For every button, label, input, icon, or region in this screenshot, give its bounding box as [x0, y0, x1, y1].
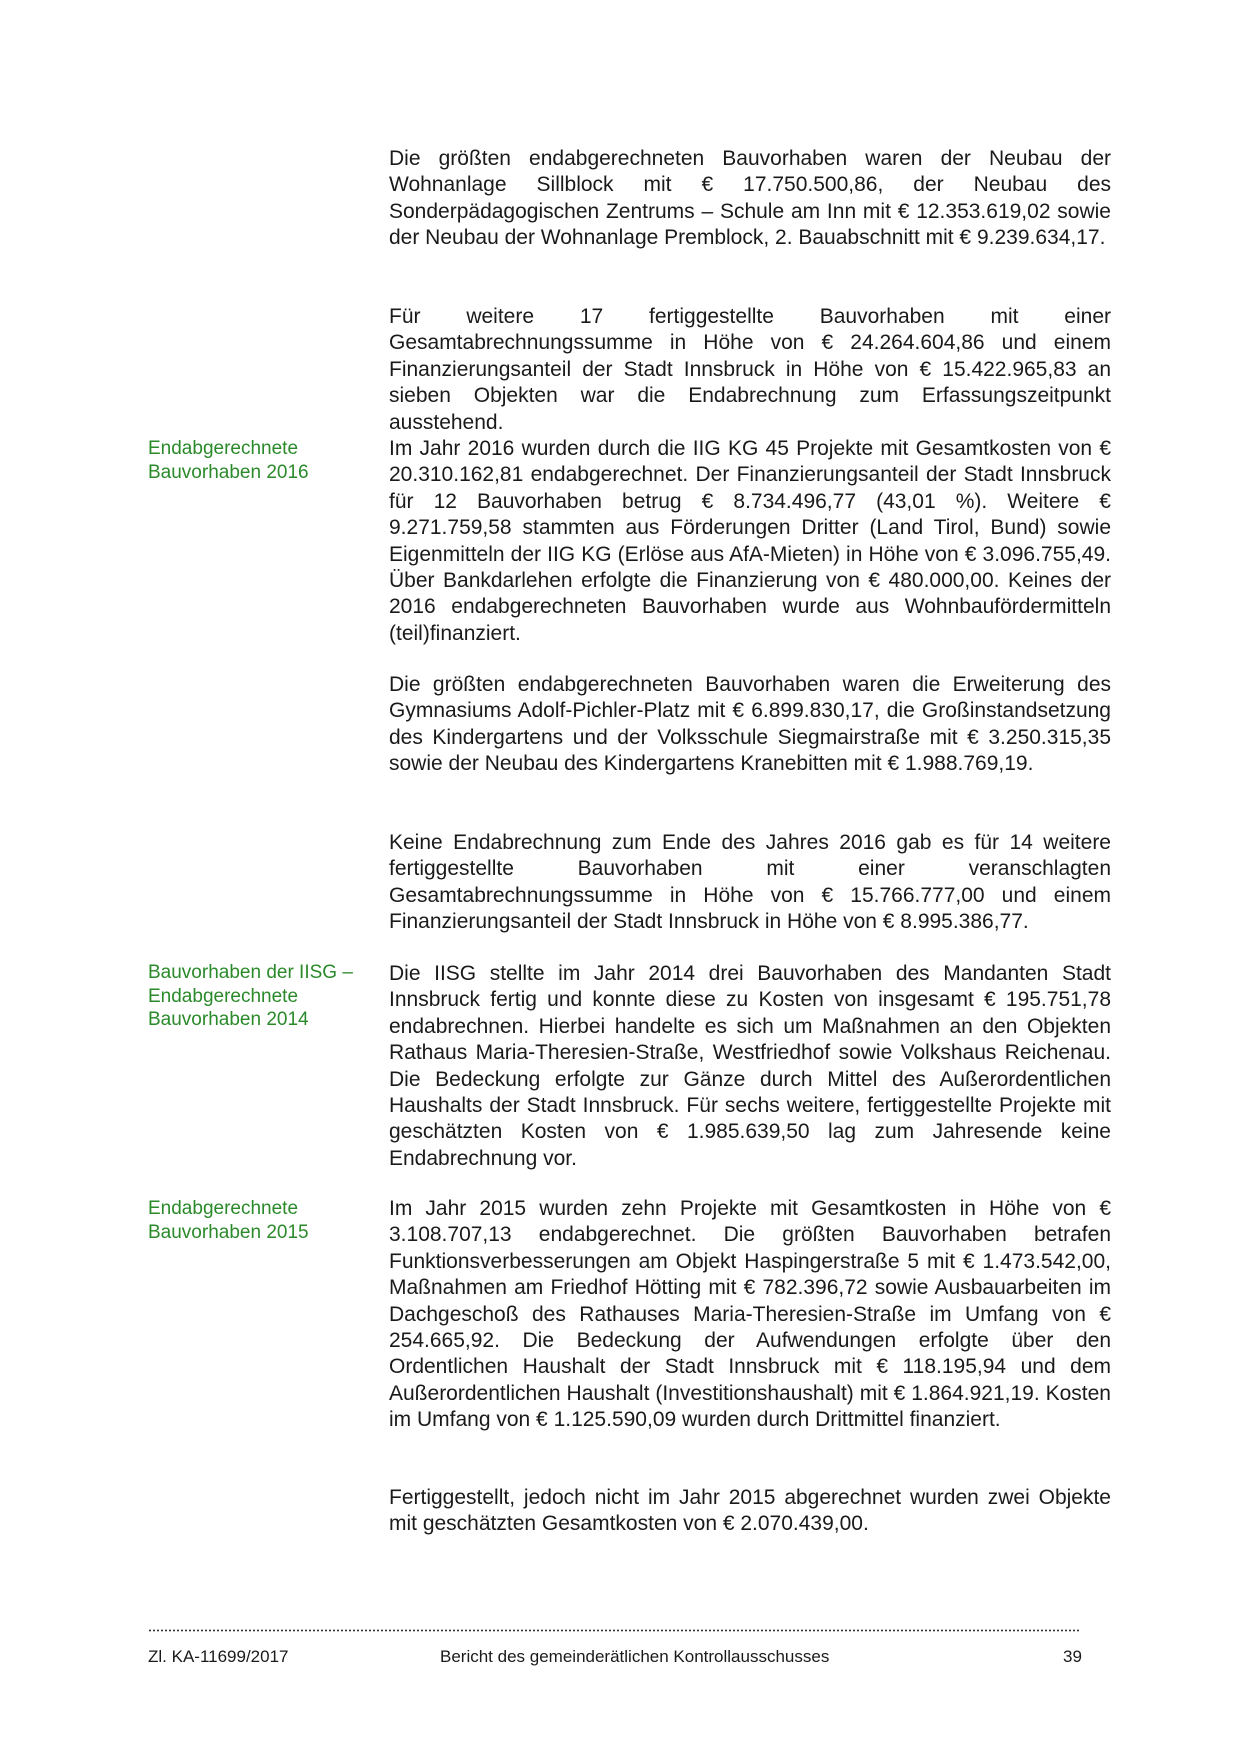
paragraph: Fertiggestellt, jedoch nicht im Jahr 2015 abgerechnet wurden zwei Objekte mit geschätzten Gesamtkosten von € 2.070.439,00.: [389, 1486, 1111, 1536]
paragraph: Keine Endabrechnung zum Ende des Jahres 2016 gab es für 14 weitere fertiggestellte Bauvorhaben mit einer veranschlagten Gesamtabrechnungssumme in Höhe von € 15.766.777,00 und einem Finanzierungsanteil der Stadt Innsbruck in Höhe von € 8.995.386,77.: [389, 831, 1111, 934]
margin-heading: [148, 961, 363, 1032]
margin-heading-line: Endabgerechnete: [148, 438, 299, 459]
margin-heading: [148, 437, 363, 484]
paragraph: Im Jahr 2015 wurden zehn Projekte mit Gesamtkosten in Höhe von € 3.108.707,13 endabgerechnet. Die größten Bauvorhaben betrafen Funktionsverbesserungen am Objekt Haspingerstraße 5 mit € 1.473.542,00, Maßnahmen am Friedhof Hötting mit € 782.396,72 sowie Ausbauarbeiten im Dachgeschoß des Rathauses Maria-Theresien-Straße im Umfang von € 254.665,92. Die Bedeckung der Aufwendungen erfolgte über den Ordentlichen Haushalt der Stadt Innsbruck mit € 118.195,94 und dem Außerordentlichen Haushalt (Investitionshaushalt) mit € 1.864.921,19. Kosten im Umfang von € 1.125.590,09 wurden durch Drittmittel finanziert.: [389, 1197, 1111, 1432]
paragraph: Die größten endabgerechneten Bauvorhaben waren der Neubau der Wohnanlage Sillblock mit € 17.750.500,86, der Neubau des Sonderpädagogischen Zentrums – Schule am Inn mit € 12.353.619,02 sowie der Neubau der Wohnanlage Premblock, 2. Bauabschnitt mit € 9.239.634,17.: [389, 147, 1111, 250]
margin-heading-line: Bauvorhaben 2015: [148, 1221, 309, 1243]
margin-heading-line: Bauvorhaben 2014: [148, 1009, 309, 1030]
footer-title: Bericht des gemeinderätlichen Kontrollausschusses: [440, 1647, 830, 1666]
footer-reference: Zl. KA-11699/2017: [148, 1647, 289, 1666]
margin-heading-line: Bauvorhaben der IISG –: [148, 962, 353, 983]
page-number: 39: [1063, 1647, 1082, 1666]
margin-heading-line: Endabgerechnete: [148, 1198, 299, 1219]
paragraph: Die IISG stellte im Jahr 2014 drei Bauvorhaben des Mandanten Stadt Innsbruck fertig und konnte diese zu Kosten von insgesamt € 195.751,78 endabrechnen. Hierbei handelte es sich um Maßnahmen an den Objekten Rathaus Maria-Theresien-Straße, Westfriedhof sowie Volkshaus Reichenau. Die Bedeckung erfolgte zur Gänze durch Mittel des Außerordentlichen Haushalts der Stadt Innsbruck. Für sechs weitere, fertiggestellte Projekte mit geschätzten Kosten von € 1.985.639,50 lag zum Jahresende keine Endabrechnung vor.: [389, 962, 1111, 1170]
margin-heading-line: Endabgerechnete: [148, 985, 299, 1007]
margin-heading: [148, 1197, 363, 1244]
paragraph: Im Jahr 2016 wurden durch die IIG KG 45 Projekte mit Gesamtkosten von € 20.310.162,81 endabgerechnet. Der Finanzierungsanteil der Stadt Innsbruck für 12 Bauvorhaben betrug € 8.734.496,77 (43,01 %). Weitere € 9.271.759,58 stammten aus Förderungen Dritter (Land Tirol, Bund) sowie Eigenmitteln der IIG KG (Erlöse aus AfA-Mieten) in Höhe von € 3.096.755,49. Über Bankdarlehen erfolgte die Finanzierung von € 480.000,00. Keines der 2016 endabgerechneten Bauvorhaben wurde aus Wohnbaufördermitteln (teil)finanziert.: [389, 437, 1111, 645]
paragraph: Die größten endabgerechneten Bauvorhaben waren die Erweiterung des Gymnasiums Adolf-Pichler-Platz mit € 6.899.830,17, die Großinstandsetzung des Kindergartens und der Volksschule Siegmairstraße mit € 3.250.315,35 sowie der Neubau des Kindergartens Kranebitten mit € 1.988.769,19.: [389, 673, 1111, 776]
footer-divider: [148, 1629, 1081, 1632]
paragraph: Für weitere 17 fertiggestellte Bauvorhaben mit einer Gesamtabrechnungssumme in Höhe von € 24.264.604,86 und einem Finanzierungsanteil der Stadt Innsbruck in Höhe von € 15.422.965,83 an sieben Objekten war die Endabrechnung zum Erfassungszeitpunkt ausstehend.: [389, 305, 1111, 434]
margin-heading-line: Bauvorhaben 2016: [148, 461, 309, 483]
